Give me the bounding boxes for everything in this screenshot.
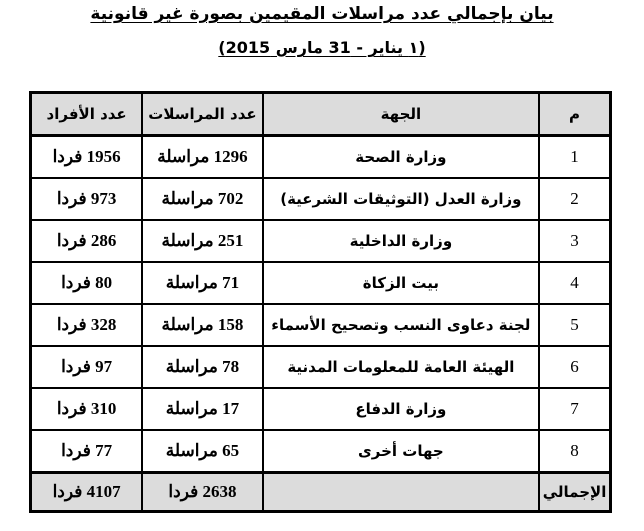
table-header-row — [31, 93, 610, 136]
total-label: الإجمالي — [539, 472, 610, 511]
row-correspondence: 702 مراسلة — [142, 178, 262, 220]
row-index: 3 — [539, 220, 610, 262]
row-entity: وزارة الدفاع — [263, 388, 539, 430]
document-title — [0, 4, 644, 24]
table-row — [31, 136, 610, 178]
row-individuals: 286 فردا — [31, 220, 142, 262]
row-individuals: 328 فردا — [31, 304, 142, 346]
row-individuals: 77 فردا — [31, 430, 142, 472]
header-correspondence: عدد المراسلات — [142, 93, 262, 136]
row-index: 1 — [539, 136, 610, 178]
row-entity: بيت الزكاة — [263, 262, 539, 304]
row-correspondence: 251 مراسلة — [142, 220, 262, 262]
total-correspondence: 2638 فردا — [142, 472, 262, 511]
row-individuals: 97 فردا — [31, 346, 142, 388]
row-entity: وزارة الداخلية — [263, 220, 539, 262]
date-range — [0, 38, 644, 57]
row-individuals: 310 فردا — [31, 388, 142, 430]
row-correspondence: 1296 مراسلة — [142, 136, 262, 178]
row-index: 8 — [539, 430, 610, 472]
row-entity: الهيئة العامة للمعلومات المدنية — [263, 346, 539, 388]
document-title-text: بيان بإجمالي عدد مراسلات المقيمين بصورة غير قانونية — [90, 4, 554, 24]
total-individuals: 4107 فردا — [31, 472, 142, 511]
row-index: 6 — [539, 346, 610, 388]
header-individuals: عدد الأفراد — [31, 93, 142, 136]
header-index: م — [539, 93, 610, 136]
row-individuals: 1956 فردا — [31, 136, 142, 178]
row-index: 4 — [539, 262, 610, 304]
row-individuals: 973 فردا — [31, 178, 142, 220]
table-row — [31, 220, 610, 262]
row-index: 5 — [539, 304, 610, 346]
row-correspondence: 65 مراسلة — [142, 430, 262, 472]
header-entity: الجهة — [263, 93, 539, 136]
row-index: 7 — [539, 388, 610, 430]
table-row — [31, 262, 610, 304]
row-individuals: 80 فردا — [31, 262, 142, 304]
row-correspondence: 158 مراسلة — [142, 304, 262, 346]
table-row — [31, 304, 610, 346]
date-range-text: (١ يناير - 31 مارس 2015) — [218, 38, 426, 57]
table-row — [31, 388, 610, 430]
total-entity — [263, 472, 539, 511]
row-index: 2 — [539, 178, 610, 220]
total-row — [31, 472, 610, 511]
row-entity: لجنة دعاوى النسب وتصحيح الأسماء — [263, 304, 539, 346]
table-row — [31, 178, 610, 220]
row-entity: جهات أخرى — [263, 430, 539, 472]
row-entity: وزارة العدل (التوثيقات الشرعية) — [263, 178, 539, 220]
table-row — [31, 430, 610, 472]
correspondence-table — [29, 91, 612, 513]
row-correspondence: 17 مراسلة — [142, 388, 262, 430]
row-entity: وزارة الصحة — [263, 136, 539, 178]
row-correspondence: 78 مراسلة — [142, 346, 262, 388]
table-row — [31, 346, 610, 388]
row-correspondence: 71 مراسلة — [142, 262, 262, 304]
